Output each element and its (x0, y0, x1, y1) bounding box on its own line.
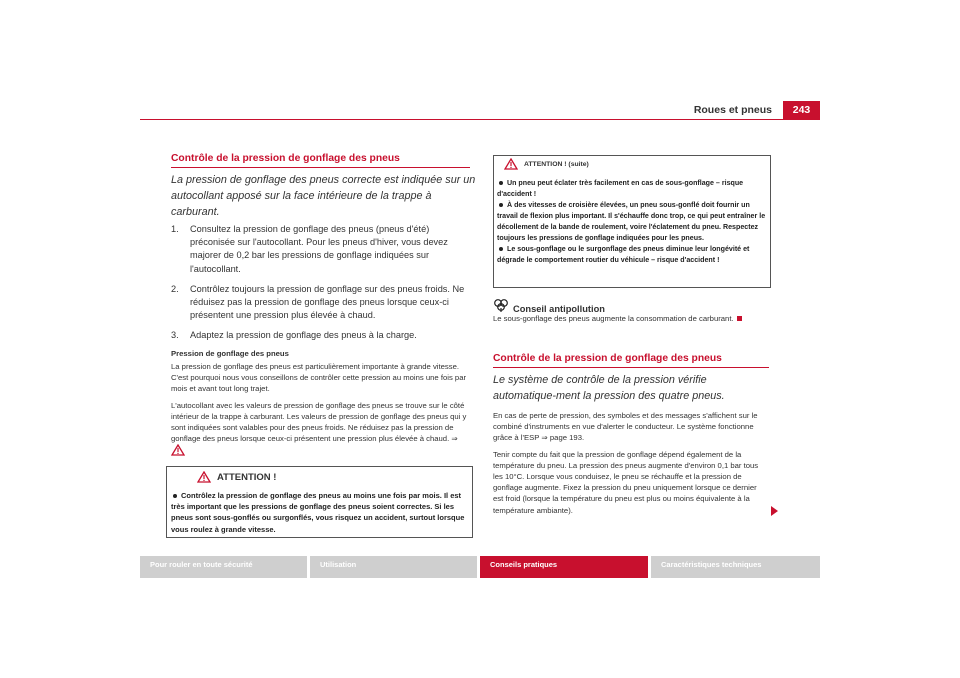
warning-text (171, 490, 468, 535)
eco-text: Le sous-gonflage des pneus augmente la consommation de carburant. (493, 313, 769, 324)
right-intro: Le système de contrôle de la pression vérifie automatique-ment la pression des quatre pneus. (493, 374, 725, 402)
page-number: 243 (783, 101, 820, 120)
warning-box-continued (493, 155, 771, 288)
right-section-title: Contrôle de la pression de gonflage des pneus (493, 353, 722, 364)
warning-heading: ATTENTION ! (197, 471, 276, 483)
next-page-arrow-icon[interactable] (771, 506, 778, 516)
paragraph: Tenir compte du fait que la pression de gonflage dépend également de la température du pneu. La pression des pneus augmente d'environ 0,1 bar tous les 10°C. Lorsque vous conduisez, le pneu se réchauffe et la pression de gonflage augmente. Fixez la pression du pneu uniquement lorsque ce dernier est froid (lorsque la température du pneu est plus ou moins équivalente à la température ambiante). (493, 449, 759, 515)
bullet-icon (499, 181, 503, 185)
eco-leaf-icon (493, 298, 509, 312)
list-item: 3. Adaptez la pression de gonflage des pneus à la charge. (171, 330, 417, 341)
step-list (171, 223, 473, 350)
bullet-icon (173, 494, 177, 498)
paragraph: La pression de gonflage des pneus est particulièrement importante à grande vitesse. C'est pourquoi nous vous conseillons de contrôler cette pression au moins une fois par mois et avant tout long trajet. (171, 362, 467, 394)
right-body (493, 410, 769, 521)
warning-icon (197, 471, 211, 483)
eco-heading: Conseil antipollution (493, 296, 605, 314)
left-body (171, 361, 473, 461)
list-item: 2. Contrôlez toujours la pression de gonflage sur des pneus froids. Ne réduisez pas la pression de gonflage des pneus lorsque ceux-ci présentent une pression plus élevée à chaud. (171, 283, 465, 321)
left-section-title: Contrôle de la pression de gonflage des pneus (171, 153, 400, 164)
paragraph: L'autocollant avec les valeurs de pression de gonflage des pneus se trouve sur le côté intérieur de la trappe à carburant. Les valeurs de pression de gonflage des pneus qui y sont indiquées sont valables pour des pneus froids. Ne réduisez pas la pression de gonflage des pneus lorsque ceux-ci présentent une pression plus élevée à chaud. ⇒ (171, 400, 473, 457)
list-item: À des vitesses de croisière élevées, un pneu sous-gonflé doit fournir un travail de flexion plus important. Il s'échauffe donc trop, ce qui peut entraîner le décollement de la bande de roulement, voire l'éclatement du pneu. Respectez toujours les pressions de gonflage indiquées pour les pneus. (497, 201, 766, 242)
warning-icon (171, 444, 185, 456)
footer-tab-technical-specs[interactable]: Caractéristiques techniques (651, 556, 820, 578)
left-section-rule (171, 167, 470, 168)
warning-heading: ATTENTION ! (suite) (504, 158, 589, 170)
running-header: Roues et pneus (693, 104, 772, 116)
list-item: Un pneu peut éclater très facilement en cas de sous-gonflage – risque d'accident ! (497, 179, 744, 198)
bullet-icon (499, 247, 503, 251)
list-item: 1. Consultez la pression de gonflage des pneus (pneus d'été) préconisée sur l'autocollant. Pour les pneus d'hiver, vous devez majorer de 0,2 bar les pressions de gonflage indiquées sur l'autocollant. (171, 224, 448, 274)
left-intro: La pression de gonflage des pneus correcte est indiquée sur un autocollant apposé sur la face intérieure de la trappe à carburant. (171, 174, 476, 218)
list-item: Le sous-gonflage ou le surgonflage des pneus diminue leur longévité et dégrade le comportement routier du véhicule – risque d'accident ! (497, 245, 750, 264)
bullet-icon (499, 203, 503, 207)
end-marker-icon (737, 316, 742, 321)
sub-heading: Pression de gonflage des pneus (171, 349, 289, 358)
list-item: Contrôlez la pression de gonflage des pneus au moins une fois par mois. Il est très important que les pressions de gonflage des pneus soient correctes. Si les pneus sont sous-gonflés ou surgonflés, vous risquez un accident, surtout lorsque vous roulez à grande vitesse. (171, 491, 465, 534)
footer-tab-usage[interactable]: Utilisation (310, 556, 477, 578)
header-rule (140, 119, 820, 120)
paragraph: En cas de perte de pression, des symboles et des messages s'affichent sur le combiné d'instruments en vue d'alerter le conducteur. Le système fonctionne grâce à l'ESP ⇒ page 193. (493, 411, 758, 443)
warning-text (497, 178, 767, 266)
warning-icon (504, 158, 518, 170)
footer-tab-safety[interactable]: Pour rouler en toute sécurité (140, 556, 307, 578)
right-section-rule (493, 367, 769, 368)
footer-tab-practical-tips[interactable]: Conseils pratiques (480, 556, 648, 578)
warning-box (166, 466, 473, 538)
